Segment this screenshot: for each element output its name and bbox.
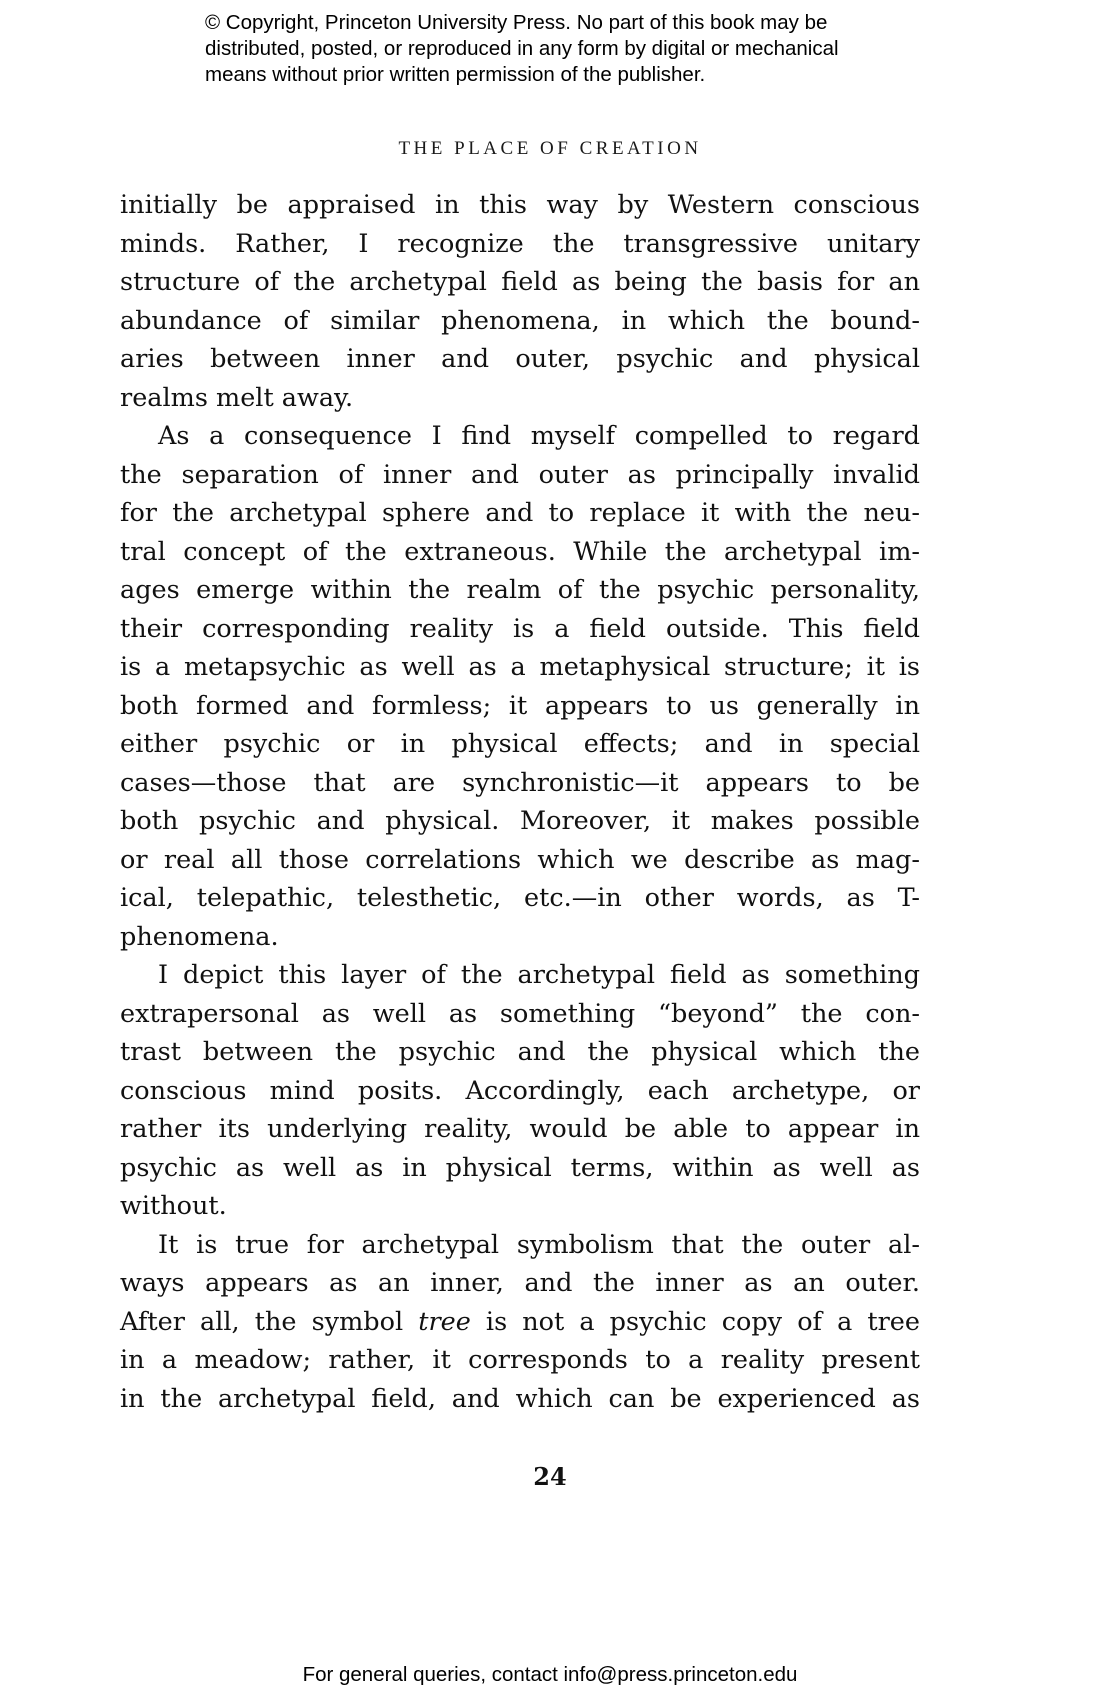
text-line: is a metapsychic as well as a metaphysical structure; it is xyxy=(120,652,920,682)
text-line: It is true for archetypal symbolism that the outer al- xyxy=(158,1229,920,1260)
text-line: either psychic or in physical effects; and in special xyxy=(120,729,920,759)
text-line: without. xyxy=(120,1191,227,1221)
text-segment: is not a psychic copy of a tree xyxy=(470,1306,920,1337)
copyright-line: distributed, posted, or reproduced in any form by digital or mechanical xyxy=(205,37,839,60)
text-line: for the archetypal sphere and to replace it with the neu- xyxy=(120,498,920,528)
body-text xyxy=(120,186,920,1418)
page-number: 24 xyxy=(533,1462,567,1491)
text-line: ical, telepathic, telesthetic, etc.—in other words, as T- xyxy=(120,883,920,913)
copyright-notice xyxy=(205,10,925,88)
running-head: THE PLACE OF CREATION xyxy=(398,138,702,159)
text-line: rather its underlying reality, would be able to appear in xyxy=(120,1114,920,1144)
text-line: both psychic and physical. Moreover, it makes possible xyxy=(120,806,920,836)
text-line: phenomena. xyxy=(120,921,279,952)
text-line xyxy=(120,1303,920,1342)
text-line: both formed and formless; it appears to us generally in xyxy=(120,690,920,721)
text-line: aries between inner and outer, psychic and physical xyxy=(120,344,920,374)
text-line: I depict this layer of the archetypal field as something xyxy=(158,960,920,990)
text-line: in a meadow; rather, it corresponds to a reality present xyxy=(120,1345,920,1375)
text-line: ways appears as an inner, and the inner as an outer. xyxy=(120,1268,920,1298)
text-line: in the archetypal field, and which can be experienced as xyxy=(120,1383,920,1414)
text-line: trast between the psychic and the physical which the xyxy=(120,1037,920,1067)
copyright-line: © Copyright, Princeton University Press. No part of this book may be xyxy=(205,11,828,34)
text-line: As a consequence I find myself compelled to regard xyxy=(158,421,920,451)
text-line: cases—those that are synchronistic—it appears to be xyxy=(120,767,920,798)
italic-word: tree xyxy=(418,1306,471,1337)
text-segment: After all, the symbol xyxy=(120,1306,419,1337)
text-line: extrapersonal as well as something “beyond” the con- xyxy=(120,998,920,1029)
text-line: structure of the archetypal field as being the basis for an xyxy=(120,267,920,297)
text-line: the separation of inner and outer as principally invalid xyxy=(120,459,920,490)
text-line: conscious mind posits. Accordingly, each archetype, or xyxy=(120,1075,920,1106)
text-line: tral concept of the extraneous. While the archetypal im- xyxy=(120,536,920,567)
text-line: or real all those correlations which we describe as mag- xyxy=(120,844,920,875)
text-line: abundance of similar phenomena, in which the bound- xyxy=(120,305,920,336)
text-line: realms melt away. xyxy=(120,382,354,413)
text-line: their corresponding reality is a field outside. This field xyxy=(120,613,920,644)
text-line: ages emerge within the realm of the psychic personality, xyxy=(120,575,920,605)
text-line: psychic as well as in physical terms, within as well as xyxy=(120,1152,920,1183)
footer-contact: For general queries, contact info@press.princeton.edu xyxy=(302,1663,798,1686)
text-line: initially be appraised in this way by Western conscious xyxy=(120,190,920,220)
text-line: minds. Rather, I recognize the transgressive unitary xyxy=(120,228,920,259)
copyright-line: means without prior written permission of the publisher. xyxy=(205,63,706,86)
